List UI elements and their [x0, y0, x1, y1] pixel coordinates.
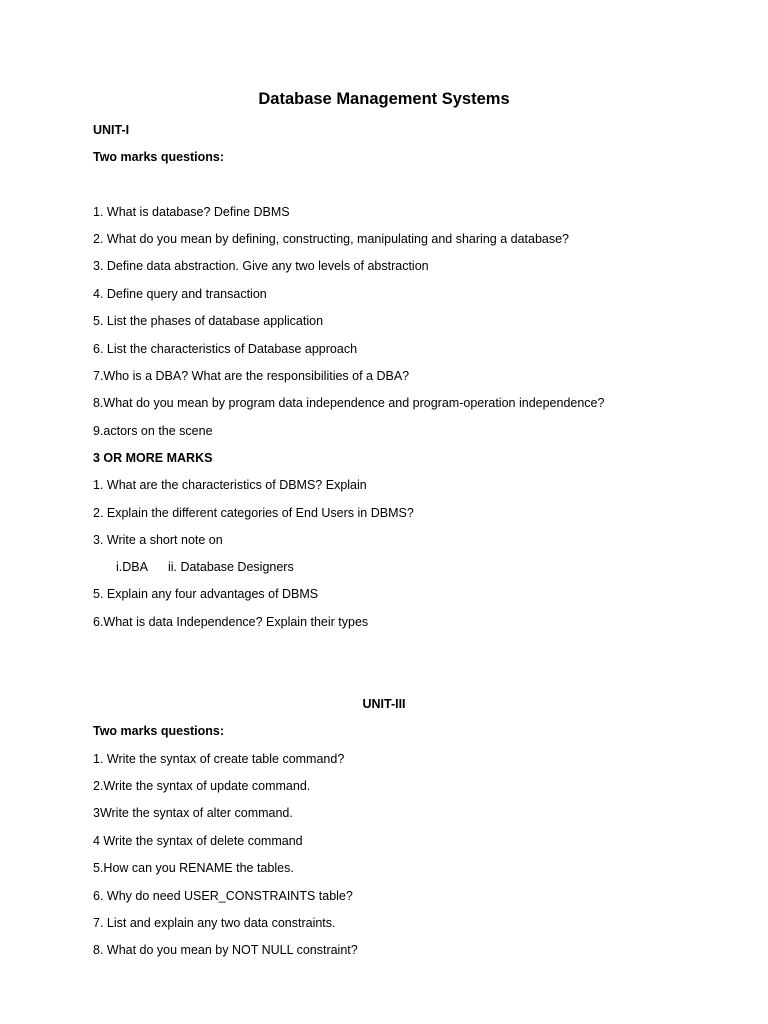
- subitem-dba: i.DBA: [116, 560, 148, 574]
- unit1-two-marks-question: 9.actors on the scene: [93, 424, 213, 438]
- unit1-heading: UNIT-I: [93, 123, 130, 137]
- document-title: Database Management Systems: [258, 90, 510, 108]
- unit3-heading: UNIT-III: [362, 697, 406, 711]
- unit1-more-marks-question: 6.What is data Independence? Explain their types: [93, 615, 369, 629]
- unit1-two-marks-question: 4. Define query and transaction: [93, 287, 267, 301]
- unit3-two-marks-question: 2.Write the syntax of update command.: [93, 779, 311, 793]
- unit3-two-marks-question: 5.How can you RENAME the tables.: [93, 861, 294, 875]
- unit1-two-marks-question: 8.What do you mean by program data independence and program-operation independence?: [93, 396, 605, 410]
- unit3-two-marks-question: 1. Write the syntax of create table command?: [93, 752, 345, 766]
- unit1-more-marks-question: 3. Write a short note on: [93, 533, 223, 547]
- unit1-two-marks-question: 5. List the phases of database application: [93, 314, 324, 328]
- unit1-more-marks-heading: 3 OR MORE MARKS: [93, 451, 213, 465]
- unit1-two-marks-heading: Two marks questions:: [93, 150, 225, 164]
- unit1-two-marks-question: 7.Who is a DBA? What are the responsibilities of a DBA?: [93, 369, 410, 383]
- unit1-two-marks-question: 2. What do you mean by defining, constructing, manipulating and sharing a database?: [93, 232, 570, 246]
- unit1-more-marks-question: 2. Explain the different categories of End Users in DBMS?: [93, 506, 414, 520]
- unit1-more-marks-question: 1. What are the characteristics of DBMS? Explain: [93, 478, 367, 492]
- unit1-two-marks-question: 1. What is database? Define DBMS: [93, 205, 290, 219]
- unit3-two-marks-question: 8. What do you mean by NOT NULL constraint?: [93, 943, 358, 957]
- unit1-two-marks-question: 3. Define data abstraction. Give any two levels of abstraction: [93, 259, 429, 273]
- unit1-two-marks-question: 6. List the characteristics of Database approach: [93, 342, 358, 356]
- unit3-two-marks-question: 6. Why do need USER_CONSTRAINTS table?: [93, 889, 353, 903]
- unit3-two-marks-question: 4 Write the syntax of delete command: [93, 834, 303, 848]
- unit3-two-marks-question: 3Write the syntax of alter command.: [93, 806, 293, 820]
- subitem-database-designers: ii. Database Designers: [167, 560, 294, 574]
- unit1-more-marks-question: 5. Explain any four advantages of DBMS: [93, 587, 319, 601]
- unit3-two-marks-heading: Two marks questions:: [93, 724, 225, 738]
- unit1-question-subitems: [116, 559, 294, 575]
- unit3-two-marks-question: 7. List and explain any two data constraints.: [93, 916, 336, 930]
